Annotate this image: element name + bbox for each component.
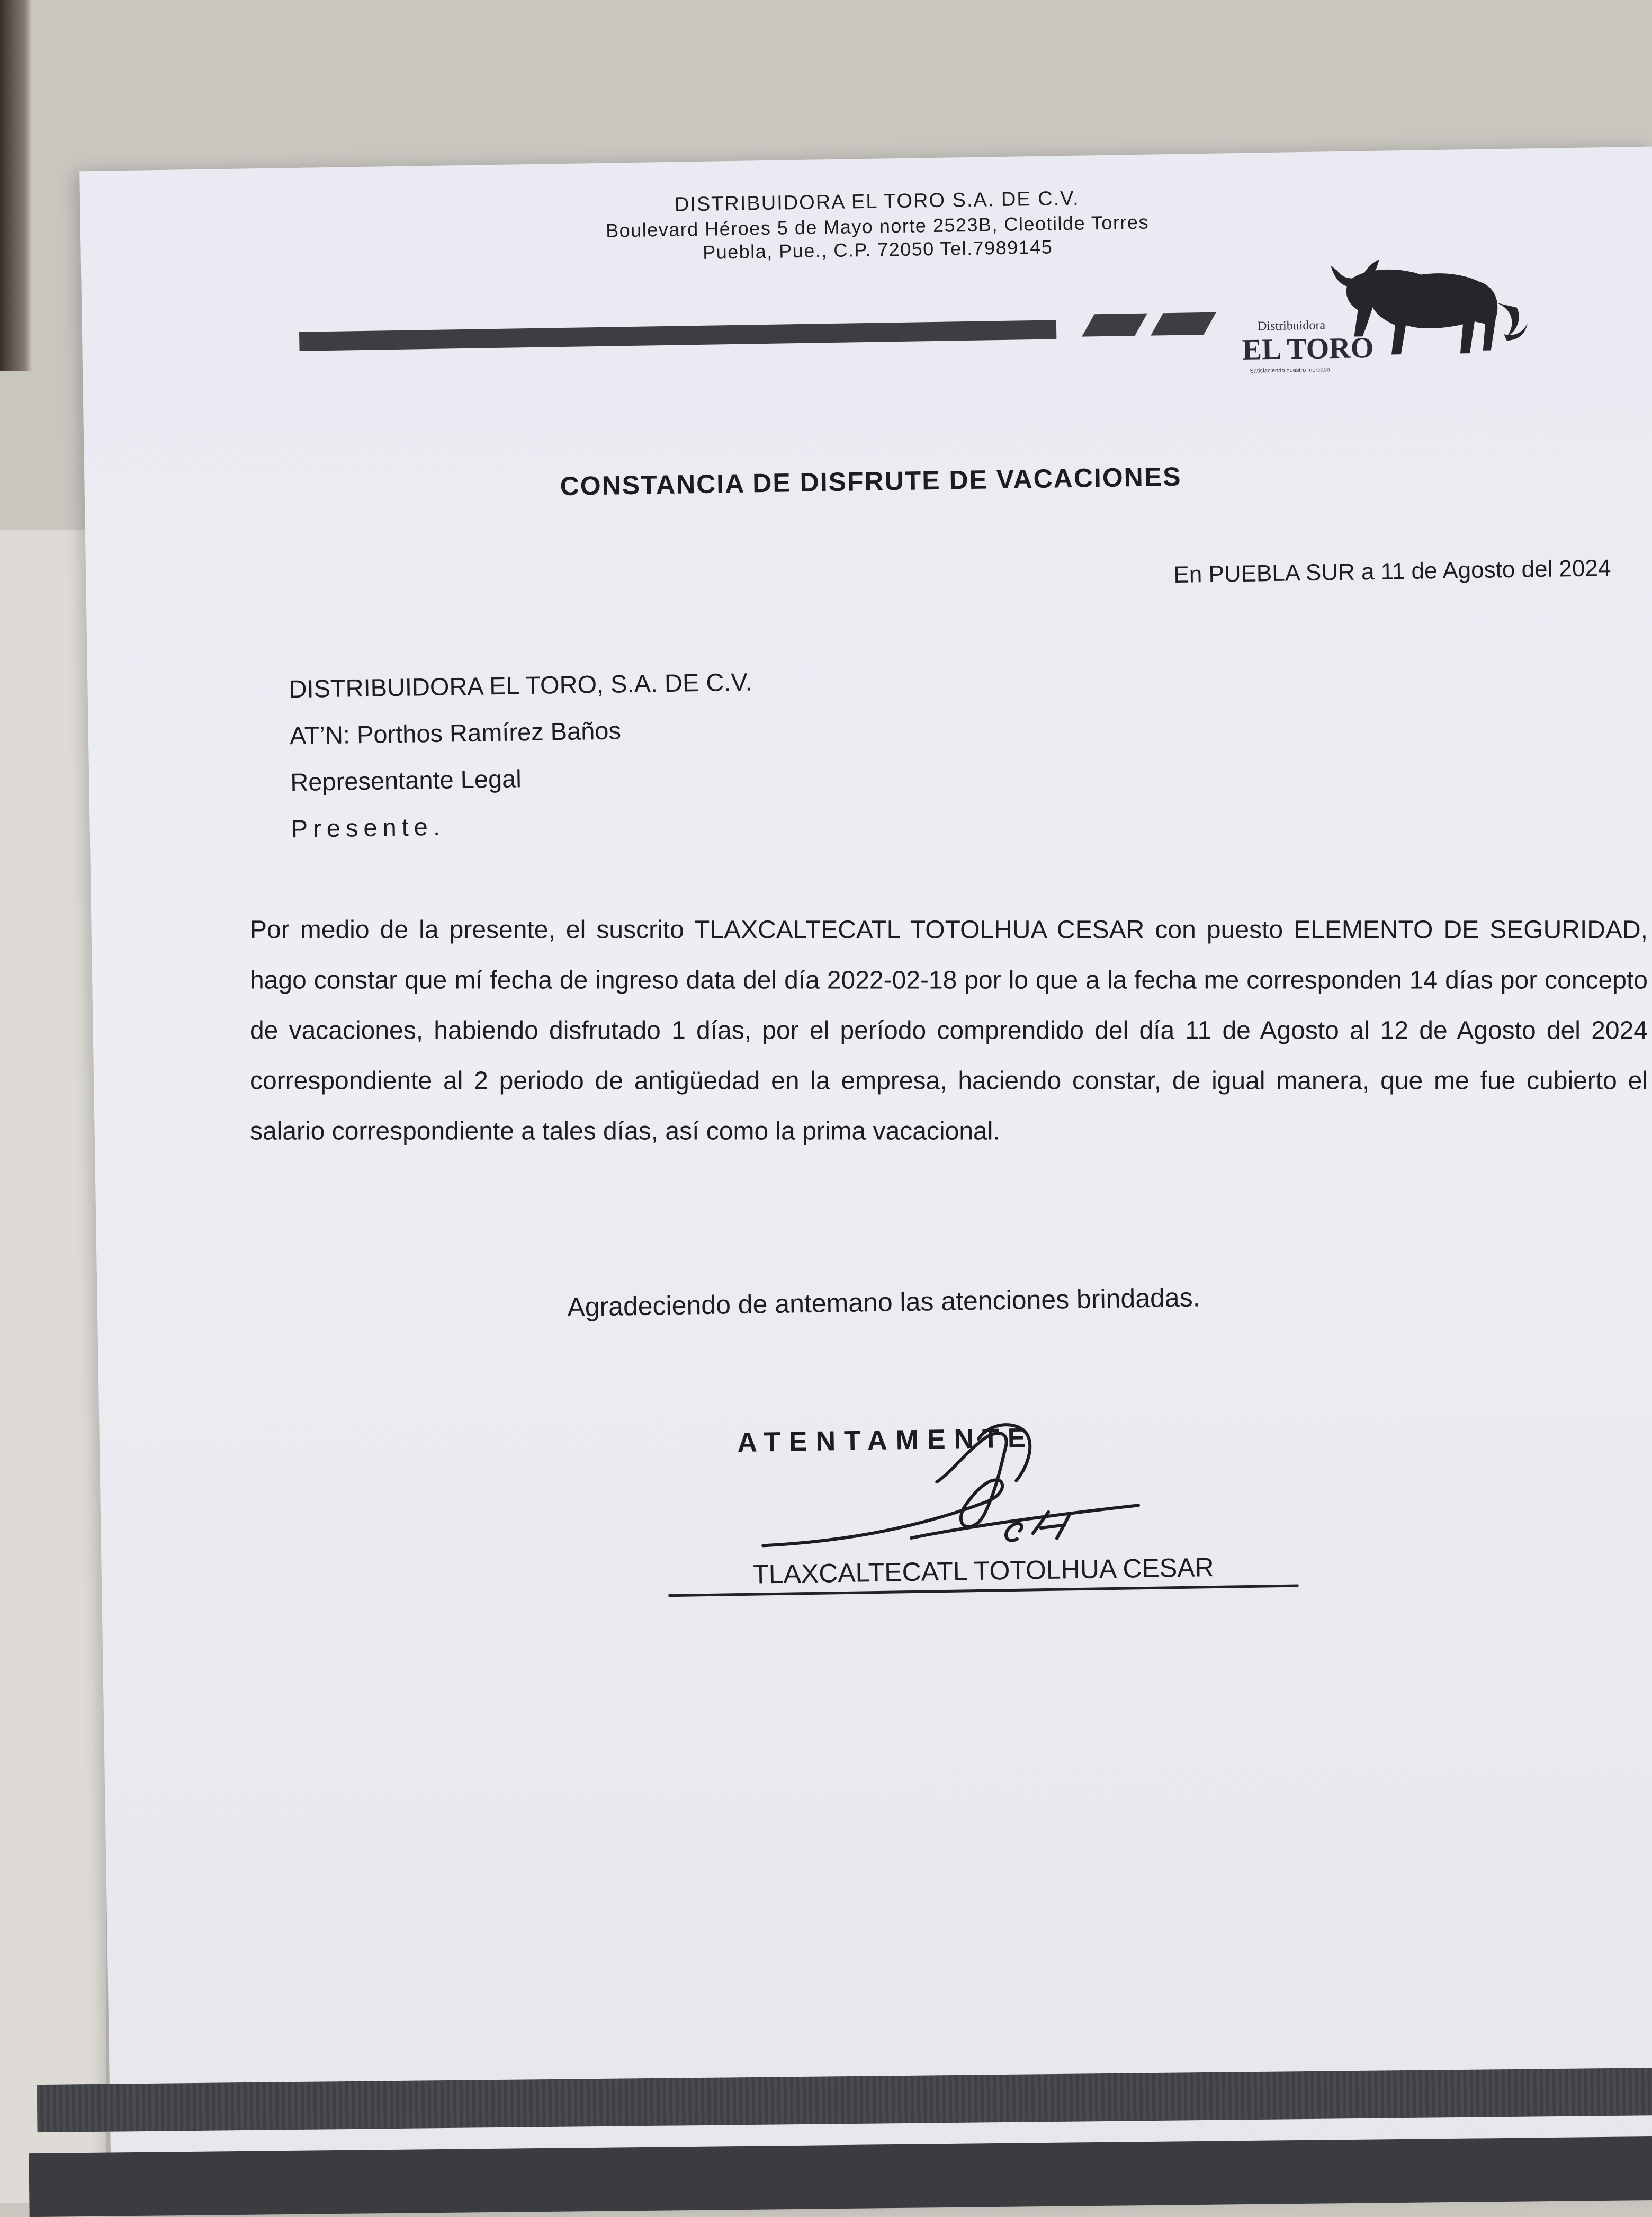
logo-tagline: Satisfaciendo nuestro mercado [1250, 366, 1331, 374]
closing-salutation: ATENTAMENTE [737, 1423, 1035, 1459]
logo-top-text: Distribuidora [1257, 318, 1326, 334]
letterhead [493, 184, 1262, 265]
letterhead-address-line2: Puebla, Pue., C.P. 72050 Tel.7989145 [702, 236, 1053, 263]
background-surface [0, 0, 32, 371]
company-logo [1241, 244, 1539, 386]
letterhead-address-line1: Boulevard Héroes 5 de Mayo norte 2523B, Cleotilde Torres [605, 211, 1150, 242]
document-page [79, 147, 1652, 2215]
header-stripe [1082, 314, 1147, 337]
header-stripe [1151, 312, 1216, 336]
logo-main-text: EL TORO [1242, 331, 1374, 366]
recipient-company: DISTRIBUIDORA EL TORO, S.A. DE C.V. [289, 667, 752, 703]
header-rule [299, 320, 1056, 351]
letterhead-company: DISTRIBUIDORA EL TORO S.A. DE C.V. [674, 187, 1080, 216]
recipient-presente: Presente. [291, 812, 446, 843]
closing-thanks: Agradeciendo de antemano las atenciones brindadas. [567, 1282, 1200, 1322]
recipient-block [289, 658, 755, 852]
place-date: En PUEBLA SUR a 11 de Agosto del 2024 [1173, 555, 1611, 588]
document-title: CONSTANCIA DE DISFRUTE DE VACACIONES [560, 461, 1182, 502]
recipient-role: Representante Legal [290, 764, 522, 797]
body-paragraph: Por medio de la presente, el suscrito TLAXCALTECATL TOTOLHUA CESAR con puesto ELEMENTO DE SEGURIDAD, hago constar que mí fecha de ingreso data del día 2022-02-18 por lo que a la fecha me corresponden 14 días por concepto de vacaciones, habiendo disfrutado 1 días, por el período comprendido del día 11 de Agosto al 12 de Agosto del 2024 correspondiente al 2 periodo de antigüedad en la empresa, haciendo constar, de igual manera, que me fue cubierto el salario correspondiente a tales días, así como la prima vacacional. [249, 916, 1648, 1146]
recipient-attention: AT’N: Porthos Ramírez Baños [289, 716, 622, 750]
signer-name: TLAXCALTECATL TOTOLHUA CESAR [668, 1551, 1299, 1597]
